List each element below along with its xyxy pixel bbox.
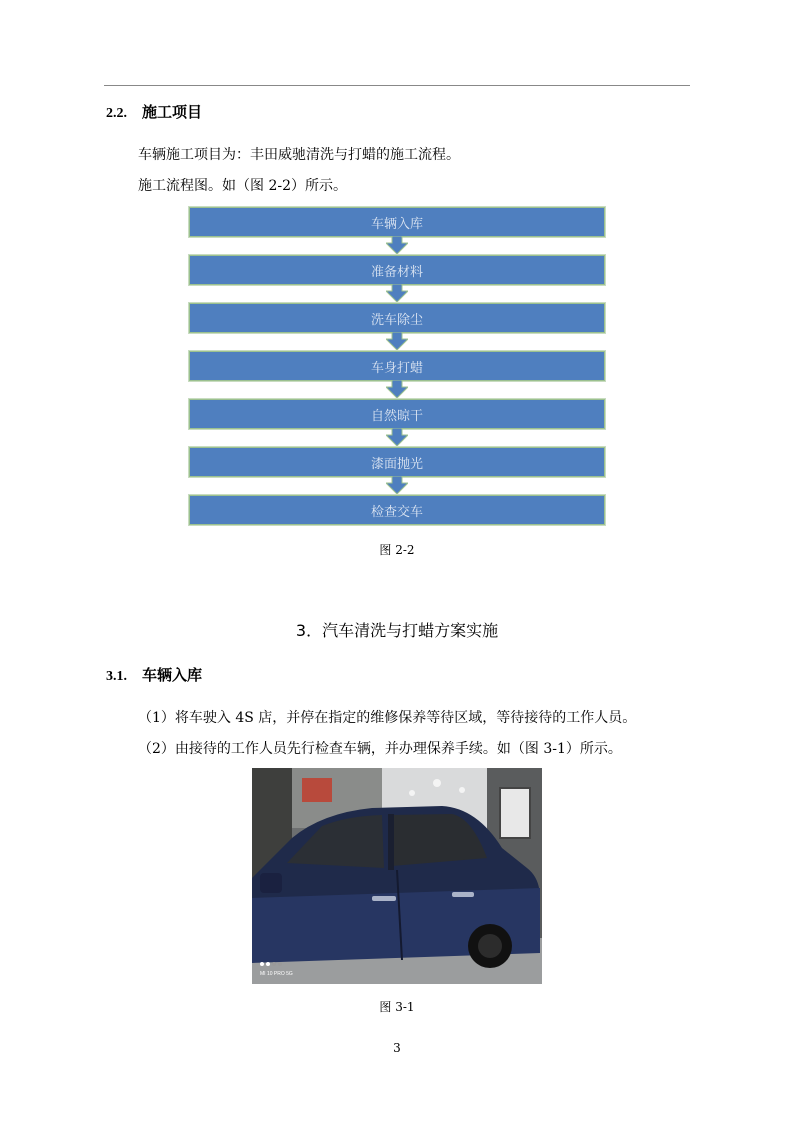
car-photo-illustration [252, 768, 542, 984]
down-arrow-icon [386, 332, 408, 350]
section-heading-2-2 [106, 101, 202, 122]
section-heading-3-1 [106, 664, 202, 685]
figure-caption-2-2: 图 2-2 [379, 543, 415, 557]
down-arrow-icon [386, 476, 408, 494]
paragraph-flowchart-intro: 施工流程图。如（图 2-2）所示。 [138, 178, 347, 194]
flow-step-2: 准备材料 [188, 254, 606, 286]
flow-step-7: 检查交车 [188, 494, 606, 526]
paragraph-step-1: （1）将车驶入 4S 店，并停在指定的维修保养等待区域，等待接待的工作人员。 [138, 710, 637, 726]
process-flowchart [188, 206, 606, 524]
flow-step-3: 洗车除尘 [188, 302, 606, 334]
chapter-title: 3．汽车清洗与打蜡方案实施 [295, 621, 499, 640]
flow-step-4: 车身打蜡 [188, 350, 606, 382]
down-arrow-icon [386, 236, 408, 254]
paragraph-project: 车辆施工项目为：丰田威驰清洗与打蜡的施工流程。 [138, 147, 460, 163]
section-number: 2.2. [106, 106, 127, 121]
car-photo [252, 768, 542, 984]
down-arrow-icon [386, 380, 408, 398]
down-arrow-icon [386, 284, 408, 302]
flow-step-5: 自然晾干 [188, 398, 606, 430]
photo-watermark: MI 10 PRO 5G [260, 971, 293, 977]
figure-caption-3-1: 图 3-1 [379, 1000, 415, 1014]
section-title: 车辆入库 [142, 666, 203, 684]
down-arrow-icon [386, 428, 408, 446]
section-title: 施工项目 [142, 103, 203, 121]
page-number: 3 [393, 1041, 401, 1055]
flow-step-1: 车辆入库 [188, 206, 606, 238]
paragraph-step-2: （2）由接待的工作人员先行检查车辆，并办理保养手续。如（图 3-1）所示。 [138, 741, 622, 757]
section-number: 3.1. [106, 669, 127, 684]
flow-step-6: 漆面抛光 [188, 446, 606, 478]
header-rule [104, 85, 690, 86]
